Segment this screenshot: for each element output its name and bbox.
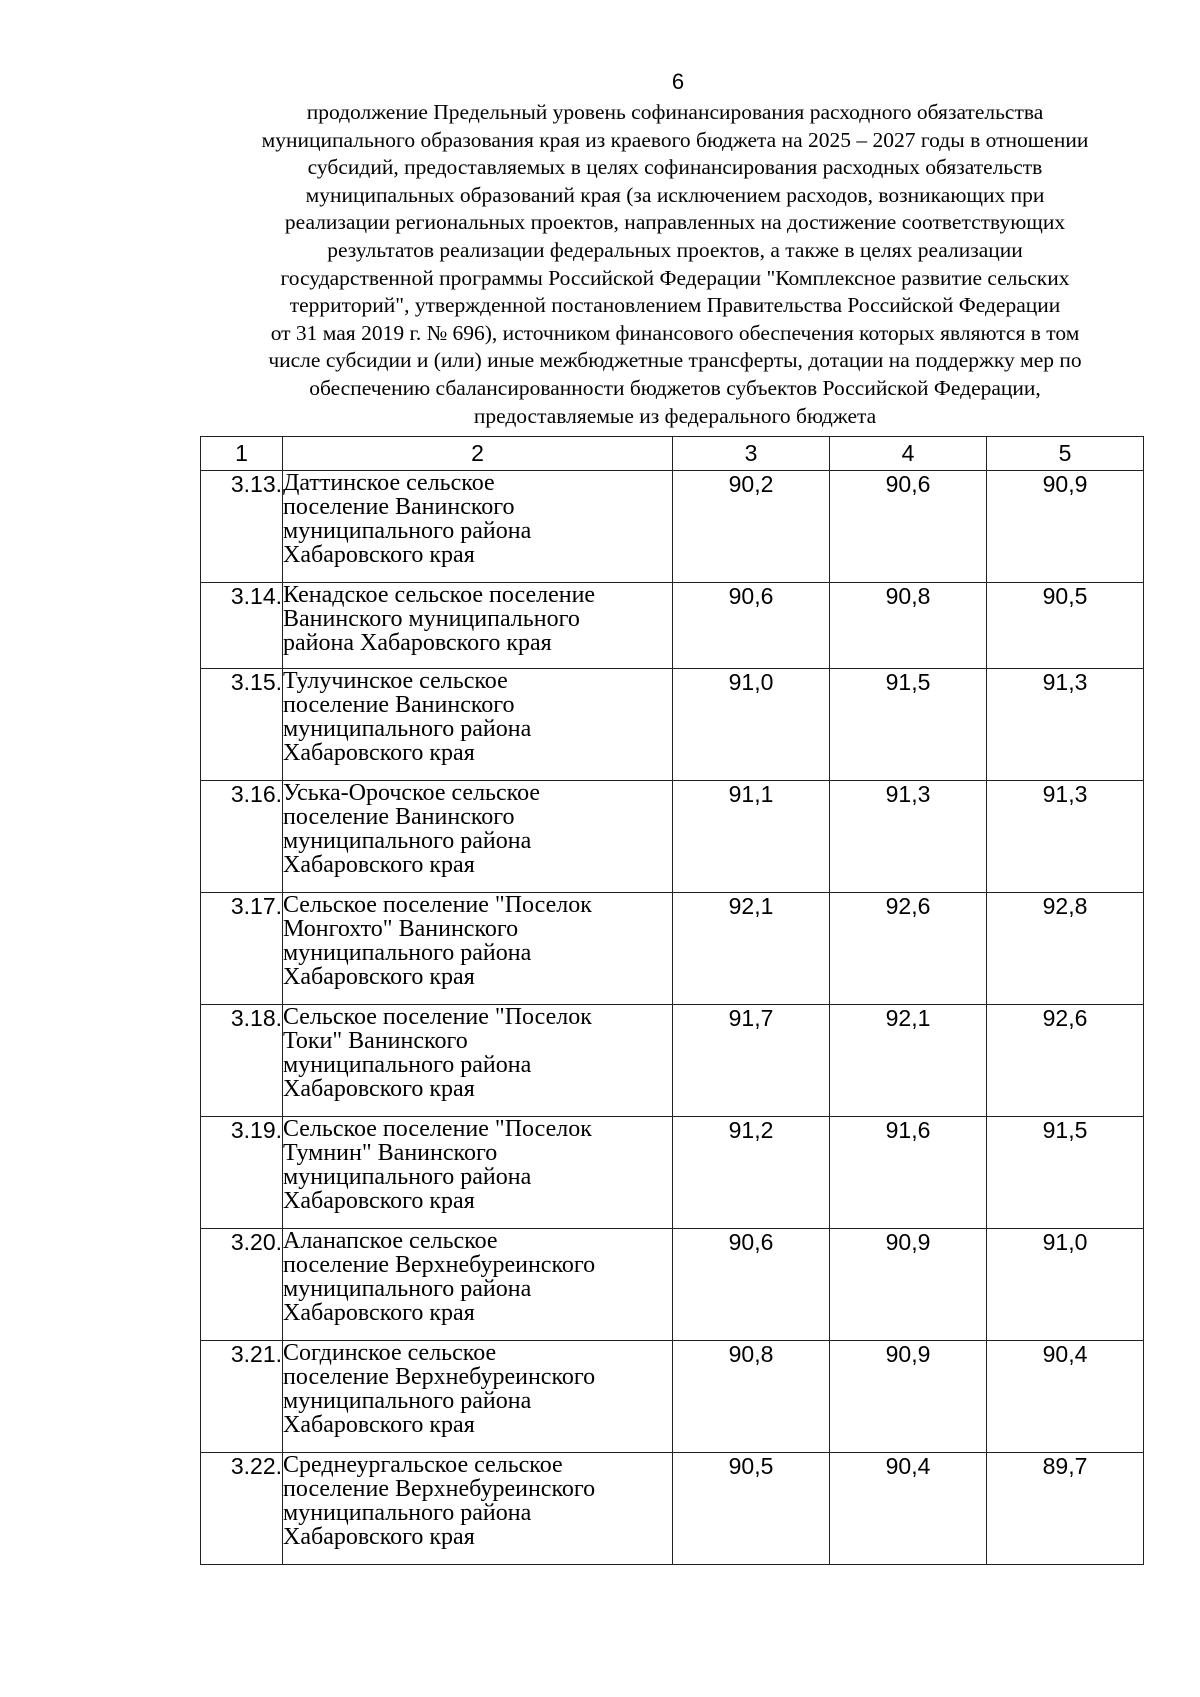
value-2025: 92,1 <box>673 893 830 1005</box>
table-row <box>201 471 1144 583</box>
heading-line: предоставляемые из федерального бюджета <box>473 403 877 428</box>
value-2026: 90,9 <box>830 1229 987 1341</box>
municipality-name-line: поселение Ванинского <box>283 804 515 830</box>
row-number: 3.16. <box>201 781 283 893</box>
value-2026: 91,5 <box>830 669 987 781</box>
table-row <box>201 1341 1144 1453</box>
row-number: 3.17. <box>201 893 283 1005</box>
municipality-name <box>283 781 673 893</box>
heading-line: муниципального образования края из краевого бюджета на 2025 – 2027 годы в отношении <box>261 127 1089 152</box>
municipality-name-line: Кенадское сельское поселение <box>283 582 596 608</box>
municipality-name-line: муниципального района <box>283 828 532 854</box>
municipality-name-line: Даттинское сельское <box>283 470 495 496</box>
value-2027: 92,8 <box>987 893 1144 1005</box>
value-2026: 92,1 <box>830 1005 987 1117</box>
heading-line: результатов реализации федеральных проектов, а также в целях реализации <box>327 237 1023 262</box>
column-header: 1 <box>201 437 283 471</box>
heading-line: территорий", утвержденной постановлением Правительства Российской Федерации <box>289 293 1061 318</box>
value-2026: 90,8 <box>830 583 987 669</box>
municipality-name-line: муниципального района <box>283 518 532 544</box>
municipality-name <box>283 893 673 1005</box>
municipality-name-line: Хабаровского края <box>283 1076 475 1102</box>
municipality-name-line: Хабаровского края <box>283 1188 475 1214</box>
municipality-name <box>283 669 673 781</box>
municipality-name-line: Ванинского муниципального <box>283 606 580 632</box>
table-row <box>201 583 1144 669</box>
column-header: 4 <box>830 437 987 471</box>
heading-line: реализации региональных проектов, направленных на достижение соответствующих <box>284 210 1066 235</box>
value-2025: 90,8 <box>673 1341 830 1453</box>
row-number: 3.22. <box>201 1453 283 1565</box>
row-number: 3.15. <box>201 669 283 781</box>
document-heading <box>195 99 1155 430</box>
table-row <box>201 669 1144 781</box>
column-header: 3 <box>673 437 830 471</box>
table-row <box>201 893 1144 1005</box>
municipality-name-line: Хабаровского края <box>283 1524 475 1550</box>
municipality-name-line: Сельское поселение "Поселок <box>283 1004 592 1030</box>
municipality-name-line: муниципального района <box>283 1500 532 1526</box>
municipality-name-line: района Хабаровского края <box>283 630 552 656</box>
municipality-name-line: Монгохто" Ванинского <box>283 916 519 942</box>
municipality-name-line: поселение Верхнебуреинского <box>283 1476 596 1502</box>
value-2025: 91,1 <box>673 781 830 893</box>
row-number: 3.18. <box>201 1005 283 1117</box>
value-2027: 91,3 <box>987 781 1144 893</box>
column-header: 5 <box>987 437 1144 471</box>
municipality-name-line: Хабаровского края <box>283 740 475 766</box>
table-row <box>201 781 1144 893</box>
heading-line: от 31 мая 2019 г. № 696), источником финансового обеспечения которых являются в том <box>270 320 1080 345</box>
municipality-name-line: муниципального района <box>283 1164 532 1190</box>
municipality-name <box>283 1005 673 1117</box>
value-2026: 90,9 <box>830 1341 987 1453</box>
municipality-name <box>283 1117 673 1229</box>
municipality-name-line: поселение Ванинского <box>283 692 515 718</box>
municipality-name-line: муниципального района <box>283 1276 532 1302</box>
row-number: 3.14. <box>201 583 283 669</box>
heading-line: продолжение Предельный уровень софинансирования расходного обязательства <box>306 100 1044 124</box>
municipality-name-line: Хабаровского края <box>283 1300 475 1326</box>
heading-line: государственной программы Российской Федерации "Комплексное развитие сельских <box>280 265 1070 290</box>
municipality-name-line: муниципального района <box>283 1388 532 1414</box>
budget-table <box>200 436 1144 1565</box>
municipality-name-line: Токи" Ванинского <box>283 1028 468 1054</box>
value-2025: 90,6 <box>673 1229 830 1341</box>
heading-line: субсидий, предоставляемых в целях софинансирования расходных обязательств <box>307 155 1043 180</box>
heading-line: муниципальных образований края (за исключением расходов, возникающих при <box>305 182 1045 207</box>
municipality-name-line: поселение Верхнебуреинского <box>283 1364 596 1390</box>
table-row <box>201 1453 1144 1565</box>
municipality-name <box>283 1341 673 1453</box>
value-2025: 91,2 <box>673 1117 830 1229</box>
table-row <box>201 1005 1144 1117</box>
municipality-name-line: муниципального района <box>283 1052 532 1078</box>
municipality-name-line: Уська-Орочское сельское <box>283 780 541 806</box>
heading-line: числе субсидии и (или) иные межбюджетные трансферты, дотации на поддержку мер по <box>268 348 1082 373</box>
table-body <box>201 471 1144 1565</box>
municipality-name-line: Хабаровского края <box>283 1412 475 1438</box>
value-2026: 92,6 <box>830 893 987 1005</box>
value-2025: 90,5 <box>673 1453 830 1565</box>
municipality-name-line: Согдинское сельское <box>283 1340 497 1366</box>
row-number: 3.21. <box>201 1341 283 1453</box>
column-header: 2 <box>283 437 673 471</box>
value-2027: 89,7 <box>987 1453 1144 1565</box>
value-2027: 91,0 <box>987 1229 1144 1341</box>
municipality-name-line: муниципального района <box>283 940 532 966</box>
municipality-name <box>283 583 673 669</box>
table-row <box>201 1229 1144 1341</box>
table-header-row <box>201 437 1144 471</box>
table-row <box>201 1117 1144 1229</box>
row-number: 3.19. <box>201 1117 283 1229</box>
value-2026: 90,6 <box>830 471 987 583</box>
municipality-name-line: Хабаровского края <box>283 852 475 878</box>
value-2025: 91,7 <box>673 1005 830 1117</box>
value-2027: 90,9 <box>987 471 1144 583</box>
value-2026: 91,6 <box>830 1117 987 1229</box>
municipality-name-line: поселение Верхнебуреинского <box>283 1252 596 1278</box>
municipality-name-line: Среднеургальское сельское <box>283 1452 563 1478</box>
municipality-name-line: Сельское поселение "Поселок <box>283 1116 592 1142</box>
value-2026: 91,3 <box>830 781 987 893</box>
row-number: 3.13. <box>201 471 283 583</box>
value-2027: 90,5 <box>987 583 1144 669</box>
municipality-name-line: Аланапское сельское <box>283 1228 498 1254</box>
heading-line: обеспечению сбалансированности бюджетов субъектов Российской Федерации, <box>309 375 1041 400</box>
municipality-name-line: Тулучинское сельское <box>283 668 508 694</box>
municipality-name-line: Сельское поселение "Поселок <box>283 892 592 918</box>
value-2026: 90,4 <box>830 1453 987 1565</box>
value-2025: 90,6 <box>673 583 830 669</box>
municipality-name <box>283 471 673 583</box>
value-2027: 91,5 <box>987 1117 1144 1229</box>
municipality-name-line: муниципального района <box>283 716 532 742</box>
value-2025: 91,0 <box>673 669 830 781</box>
municipality-name <box>283 1229 673 1341</box>
row-number: 3.20. <box>201 1229 283 1341</box>
value-2027: 91,3 <box>987 669 1144 781</box>
municipality-name-line: Хабаровского края <box>283 964 475 990</box>
value-2025: 90,2 <box>673 471 830 583</box>
municipality-name-line: поселение Ванинского <box>283 494 515 520</box>
municipality-name-line: Хабаровского края <box>283 542 475 568</box>
value-2027: 90,4 <box>987 1341 1144 1453</box>
municipality-name-line: Тумнин" Ванинского <box>283 1140 498 1166</box>
page-number: 6 <box>671 69 685 94</box>
municipality-name <box>283 1453 673 1565</box>
value-2027: 92,6 <box>987 1005 1144 1117</box>
